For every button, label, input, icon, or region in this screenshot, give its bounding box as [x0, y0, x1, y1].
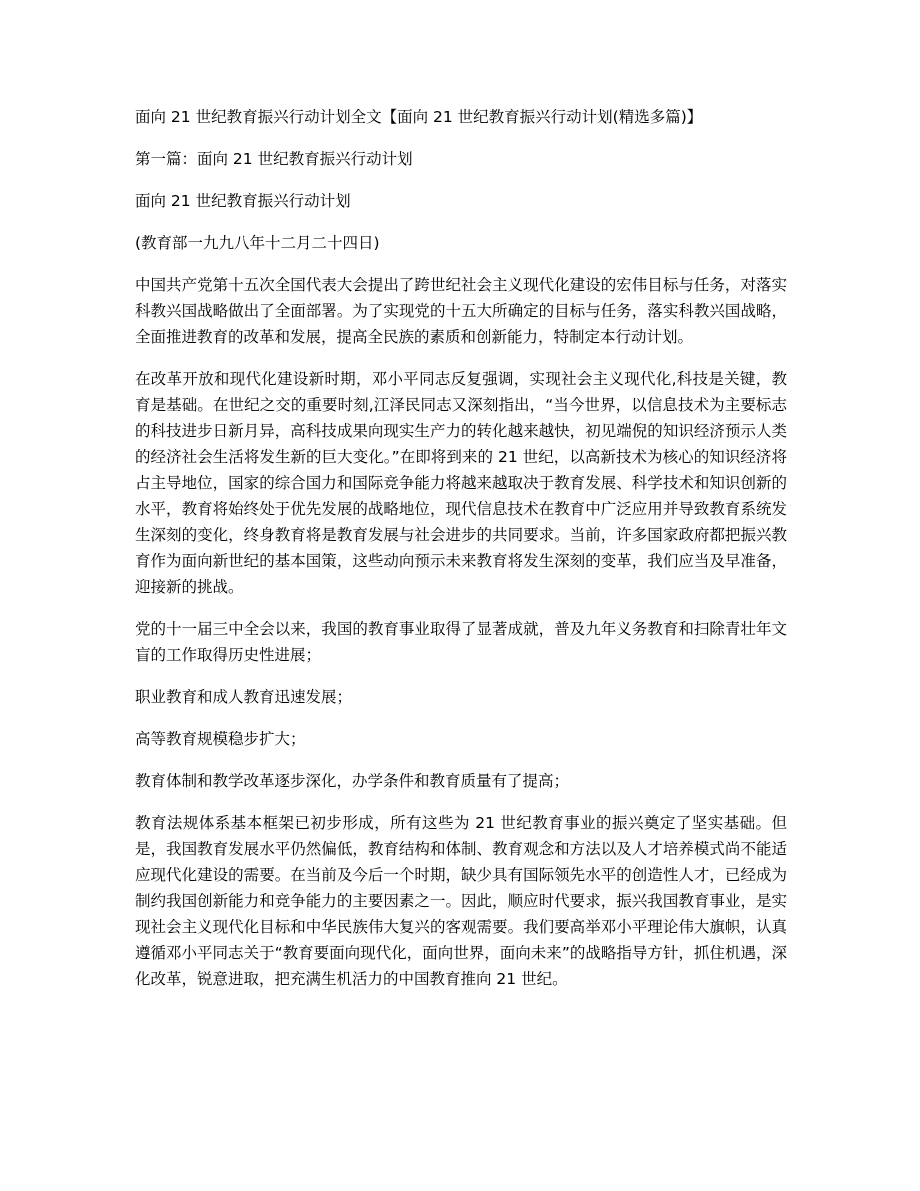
paragraph: 党的十一届三中全会以来，我国的教育事业取得了显著成就，普及九年义务教育和扫除青壮年文盲的工作取得历史性进展；	[135, 620, 787, 664]
paragraph: 在改革开放和现代化建设新时期，邓小平同志反复强调，实现社会主义现代化,科技是关键，教育是基础。在世纪之交的重要时刻,江泽民同志又深刻指出，“当今世界，以信息技术为主要标志的科技进步日新月异，高科技成果向现实生产力的转化越来越快，初见端倪的知识经济预示人类的经济社会生活将发生新的巨大变化。”在即将到来的 21 世纪，以高新技术为核心的知识经济将占主导地位，国家的综合国力和国际竞争能力将越来越取决于教育发展、科学技术和知识创新的水平，教育将始终处于优先发展的战略地位，现代信息技术在教育中广泛应用并导致教育系统发生深刻的变化，终身教育将是教育发展与社会进步的共同要求。当前，许多国家政府都把振兴教育作为面向新世纪的基本国策，这些动向预示未来教育将发生深刻的变革，我们应当及早准备，迎接新的挑战。	[135, 370, 787, 596]
paragraph: 教育体制和教学改革逐步深化，办学条件和教育质量有了提高；	[135, 772, 570, 790]
issuer-date: (教育部一九九八年十二月二十四日)	[135, 234, 380, 252]
section-heading: 第一篇：面向 21 世纪教育振兴行动计划	[135, 150, 413, 168]
document-title: 面向 21 世纪教育振兴行动计划全文【面向 21 世纪教育振兴行动计划(精选多篇)】	[135, 108, 703, 126]
doc-title: 面向 21 世纪教育振兴行动计划	[135, 192, 351, 210]
paragraph: 中国共产党第十五次全国代表大会提出了跨世纪社会主义现代化建设的宏伟目标与任务，对落实科教兴国战略做出了全面部署。为了实现党的十五大所确定的目标与任务，落实科教兴国战略，全面推进教育的改革和发展，提高全民族的素质和创新能力，特制定本行动计划。	[135, 276, 787, 346]
paragraph: 教育法规体系基本框架已初步形成，所有这些为 21 世纪教育事业的振兴奠定了坚实基础。但是，我国教育发展水平仍然偏低，教育结构和体制、教育观念和方法以及人才培养模式尚不能适应现代化建设的需要。在当前及今后一个时期，缺少具有国际领先水平的创造性人才，已经成为制约我国创新能力和竞争能力的主要因素之一。因此，顺应时代要求，振兴我国教育事业，是实现社会主义现代化目标和中华民族伟大复兴的客观需要。我们要高举邓小平理论伟大旗帜，认真遵循邓小平同志关于“教育要面向现代化，面向世界，面向未来”的战略指导方针，抓住机遇，深化改革，锐意进取，把充满生机活力的中国教育推向 21 世纪。	[135, 814, 787, 988]
paragraph: 高等教育规模稳步扩大；	[135, 730, 306, 748]
paragraph: 职业教育和成人教育迅速发展；	[135, 688, 353, 706]
document-page	[135, 104, 787, 1008]
